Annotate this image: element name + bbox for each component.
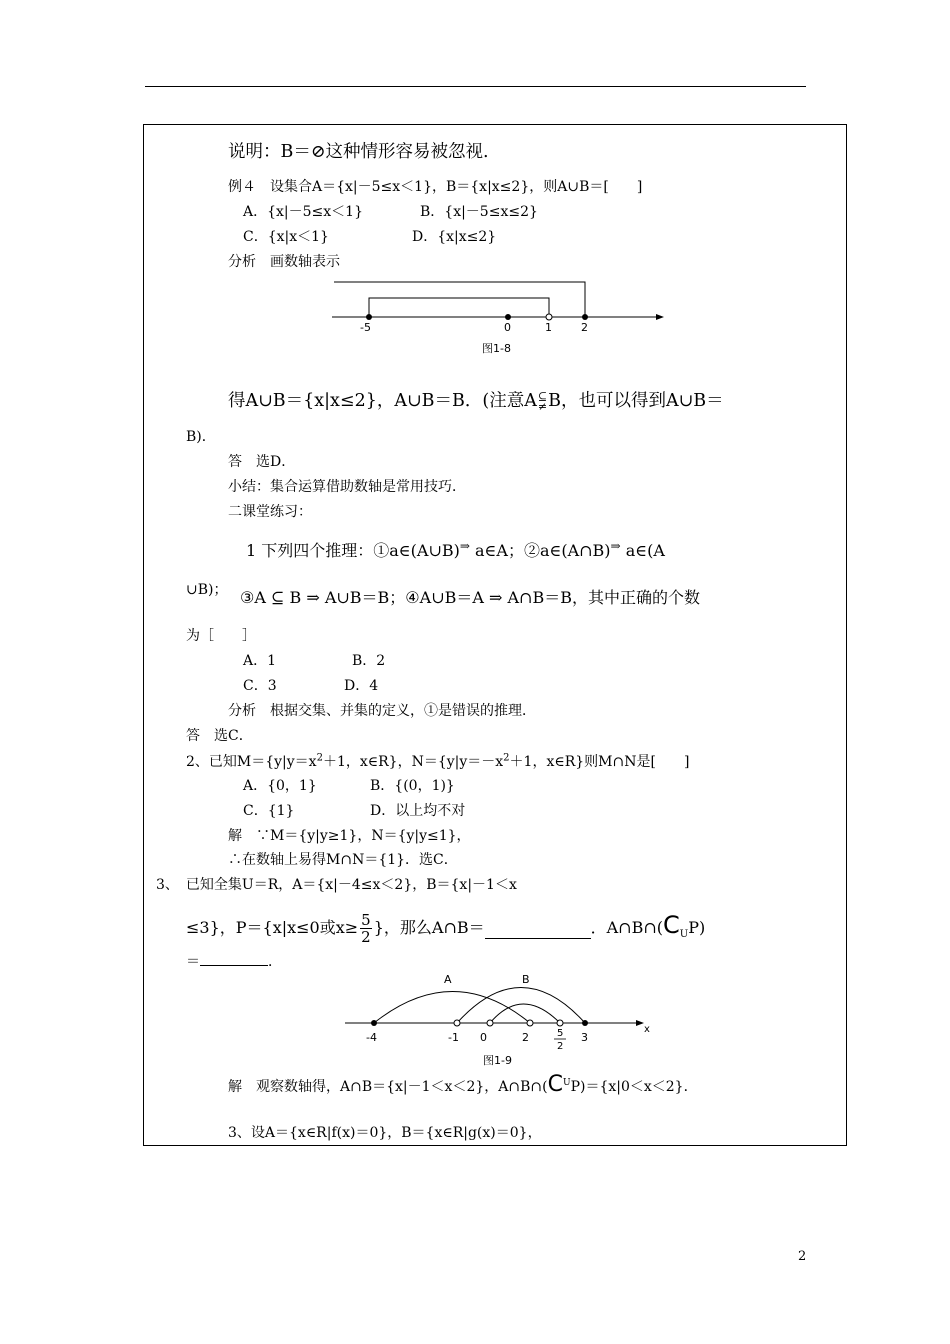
fig9-label-2: 2	[522, 1031, 529, 1044]
ex4-result-part1: 得A∪B＝{x|x≤2}，A∪B＝B．(注意A	[228, 391, 537, 411]
p2-option-c: C．{1}	[243, 803, 295, 819]
answer-blank-1[interactable]	[485, 938, 591, 939]
fig9-label-3: 3	[581, 1031, 588, 1044]
fig9-set-b-label: B	[522, 973, 530, 986]
complement-symbol-2: C	[547, 1072, 563, 1097]
subseteq-top: ⊆	[537, 389, 548, 403]
ex4-result-part3: B)．	[186, 429, 216, 445]
p2-option-d: D．以上均不对	[370, 803, 466, 819]
ex4-analysis: 分析 画数轴表示	[228, 254, 340, 270]
note-text: 说明：B＝⊘这种情形容易被忽视.	[228, 142, 489, 162]
complement-subscript: U	[679, 929, 689, 940]
fig9-label-five: 5	[557, 1028, 564, 1039]
p3-line2	[186, 912, 705, 945]
fig8-label-minus5: -5	[360, 321, 371, 334]
complement-symbol: C	[663, 911, 680, 939]
p3-solution-b: P)＝{x|0＜x＜2}．	[570, 1079, 698, 1095]
p1-line2-b: ③A ⊆ B ⇒ A∪B＝B；④A∪B＝A ⇒ A∩B＝B，其中正确的个数	[240, 588, 700, 607]
p1-line3: 为［ ］	[186, 628, 256, 644]
p2-question-c: ＋1，x∈R}则M∩N是[ ]	[509, 754, 690, 770]
p3-line3-eq: ＝	[186, 954, 200, 970]
fig9-caption: 图1-9	[483, 1054, 512, 1067]
number-line-figure-1-9	[340, 970, 660, 1072]
p3-line2-b: }，那么A∩B＝	[373, 918, 485, 937]
ex4-option-d: D．{x|x≤2}	[412, 229, 497, 245]
fig8-label-0: 0	[504, 321, 511, 334]
p2-exponent-2: 2	[503, 752, 510, 764]
ex4-answer: 答 选D．	[228, 454, 296, 470]
p2-option-b: B．{(0，1)}	[370, 778, 455, 794]
p2-question-a: 2、已知M＝{y|y＝x	[186, 754, 317, 770]
p1-line1-c: a∈(A	[620, 541, 665, 560]
p3-line1: 3、 已知全集U＝R，A＝{x|－4≤x＜2}，B＝{x|－1＜x	[156, 877, 517, 893]
implies-arrow-2: ⇒	[610, 539, 621, 553]
p1-option-b: B．2	[352, 653, 386, 669]
fraction-five-halves	[360, 912, 372, 945]
p2-question-b: ＋1，x∈R}，N＝{y|y＝－x	[322, 754, 504, 770]
number-line-figure-1-8	[320, 275, 670, 360]
p2-option-a: A．{0，1}	[243, 778, 317, 794]
fig8-label-1: 1	[545, 321, 552, 334]
p3-line3	[186, 953, 282, 971]
fig9-axis-label: x	[644, 1024, 650, 1035]
p3-solution-a: 解 观察数轴得，A∩B＝{x|－1＜x＜2}，A∩B∩(	[228, 1079, 548, 1095]
fig8-label-2: 2	[581, 321, 588, 334]
ex4-result-part2: B，也可以得到A∪B＝	[548, 391, 724, 411]
p1-option-c: C．3	[243, 678, 277, 694]
ex4-question: 例４ 设集合A＝{x|－5≤x＜1}，B＝{x|x≤2}，则A∪B＝[ ]	[228, 179, 643, 195]
fig9-label-0: 0	[480, 1031, 487, 1044]
p2-solution-2: ∴在数轴上易得M∩N＝{1}．选C．	[228, 852, 458, 868]
p1-option-d: D．4	[344, 678, 379, 694]
p1-line1-b: a∈A；②a∈(A∩B)	[469, 541, 611, 560]
p2-solution-1: 解 ∵M＝{y|y≥1}，N＝{y|y≤1}，	[228, 828, 471, 844]
frac-numerator: 5	[361, 911, 371, 929]
ex4-option-b: B．{x|－5≤x≤2}	[420, 204, 538, 220]
ex4-summary: 小结：集合运算借助数轴是常用技巧．	[228, 479, 466, 495]
page-number: 2	[798, 1249, 807, 1264]
header-rule	[145, 86, 806, 87]
p3-line2-d: P)	[688, 918, 706, 937]
fig9-label-minus1: -1	[448, 1031, 459, 1044]
p1-option-a: A．1	[243, 653, 277, 669]
fig9-set-a-label: A	[444, 973, 452, 986]
p1-analysis: 分析 根据交集、并集的定义，①是错误的推理．	[228, 703, 536, 719]
complement-subscript-2: U	[562, 1078, 571, 1088]
p2-exponent-1: 2	[316, 752, 323, 764]
p1-line2-a: ∪B)；	[186, 582, 228, 598]
fig8-caption: 图1-8	[482, 342, 511, 355]
p3b-line: 3、设A＝{x∈R|f(x)＝0}，B＝{x∈R|g(x)＝0}，	[228, 1125, 542, 1141]
ex4-option-c: C．{x|x＜1}	[243, 229, 329, 245]
subseteq-neq-symbol	[537, 389, 548, 413]
p3-solution	[228, 1072, 698, 1098]
p2-question	[186, 753, 689, 771]
p1-line1-a: 1 下列四个推理：①a∈(A∪B)	[246, 541, 460, 560]
implies-arrow-1: ⇒	[459, 539, 470, 553]
p1-answer: 答 选C．	[186, 728, 253, 744]
fig9-label-minus4: -4	[366, 1031, 377, 1044]
frac-denominator: 2	[361, 928, 371, 946]
ex4-result-line	[228, 390, 724, 412]
subseteq-bottom: ≠	[537, 399, 548, 413]
p3-line2-c: ．A∩B∩(	[590, 918, 663, 937]
fig9-label-two: 2	[557, 1041, 564, 1052]
p3-line2-a: ≤3}，P＝{x|x≤0或x≥	[186, 918, 359, 937]
ex4-option-a: A．{x|－5≤x＜1}	[243, 204, 363, 220]
practice-title: 二课堂练习：	[228, 504, 312, 520]
answer-blank-2[interactable]	[200, 965, 268, 966]
p1-line1	[246, 541, 665, 562]
p3-line3-end: ．	[268, 954, 282, 970]
